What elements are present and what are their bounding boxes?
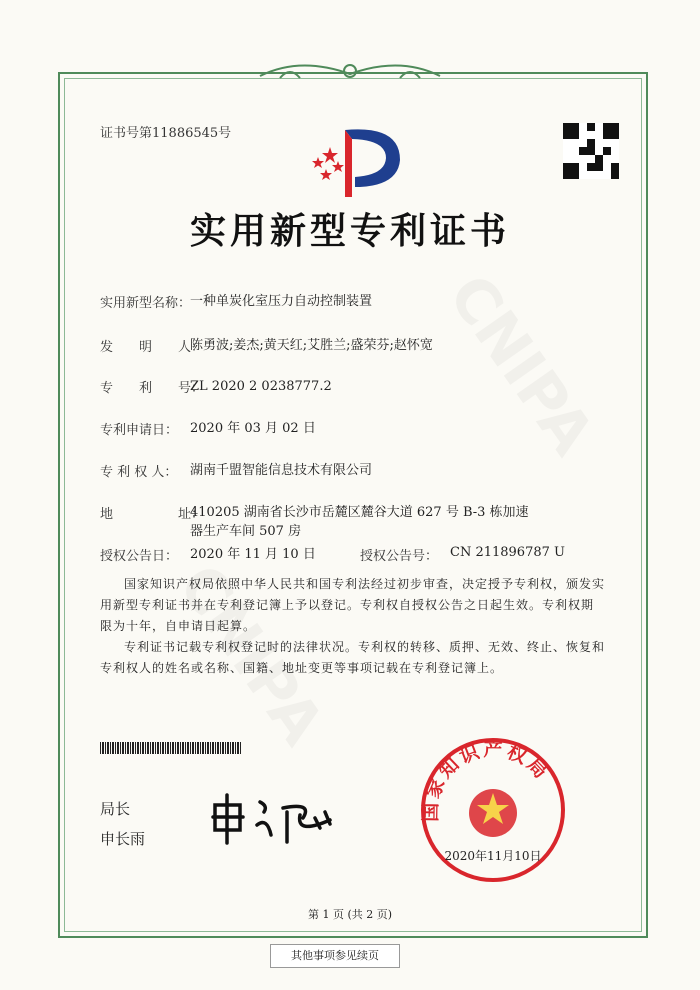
field-patentee [100, 461, 550, 480]
page-indicator: 第 1 页 (共 2 页) [307, 908, 393, 921]
announcement-number: CN 211896787 U [450, 545, 565, 560]
director-name: 申长雨 [100, 830, 146, 848]
director-title: 局长 [100, 800, 131, 818]
field-label: 专 利 权 人： [100, 465, 178, 480]
seal-text: 国家知识产权局 [419, 738, 554, 823]
field-inventors [100, 336, 550, 355]
statement-paragraph: 专利证书记载专利权登记时的法律状况。专利权的转移、质押、无效、终止、恢复和专利权人的姓名或名称、国籍、地址变更等事项记载在专利登记簿上。 [100, 640, 606, 675]
field-address [100, 503, 530, 541]
cnipa-logo-icon [300, 125, 410, 200]
statement-paragraph: 国家知识产权局依照中华人民共和国专利法经过初步审查，决定授予专利权，颁发实用新型专利证书并在专利登记簿上予以登记。专利权自授权公告之日起生效。专利权期限为十年，自申请日起算。 [100, 577, 606, 633]
field-value: 湖南千盟智能信息技术有限公司 [190, 463, 373, 478]
field-announcement-date [100, 545, 565, 564]
ornament-icon [250, 56, 450, 86]
field-value: 2020 年 03 月 02 日 [190, 421, 316, 436]
page-title: 实用新型专利证书 [189, 210, 510, 252]
signature-icon [205, 790, 365, 845]
field-label: 专利申请日： [100, 423, 179, 438]
field-label: 专 利 号： [100, 381, 205, 396]
field-label: 授权公告号： [360, 549, 439, 564]
barcode [100, 742, 242, 754]
field-value: ZL 2020 2 0238777.2 [190, 379, 332, 394]
continuation-note: 其他事项参见续页 [270, 944, 400, 968]
field-utility-model-name [100, 292, 550, 311]
field-value: 一种单炭化室压力自动控制装置 [190, 294, 373, 309]
seal-date: 2020年11月10日 [444, 849, 542, 863]
field-value: 陈勇波;姜杰;黄天红;艾胜兰;盛荣芬;赵怀宽 [190, 338, 433, 353]
field-label: 实用新型名称： [100, 296, 192, 311]
qr-code-icon [563, 123, 619, 179]
field-value: 2020 年 11 月 10 日 [190, 547, 316, 562]
field-label: 发 明 人： [100, 340, 205, 355]
field-application-date [100, 419, 550, 438]
certificate-number: 证书号第11886545号 [100, 126, 232, 141]
field-patent-number [100, 377, 550, 396]
field-label: 授权公告日： [100, 549, 179, 564]
official-seal [418, 735, 568, 885]
field-value: 410205 湖南省长沙市岳麓区麓谷大道 627 号 B-3 栋加速器生产车间 507 房 [190, 505, 529, 539]
field-label: 地 址： [100, 507, 205, 522]
